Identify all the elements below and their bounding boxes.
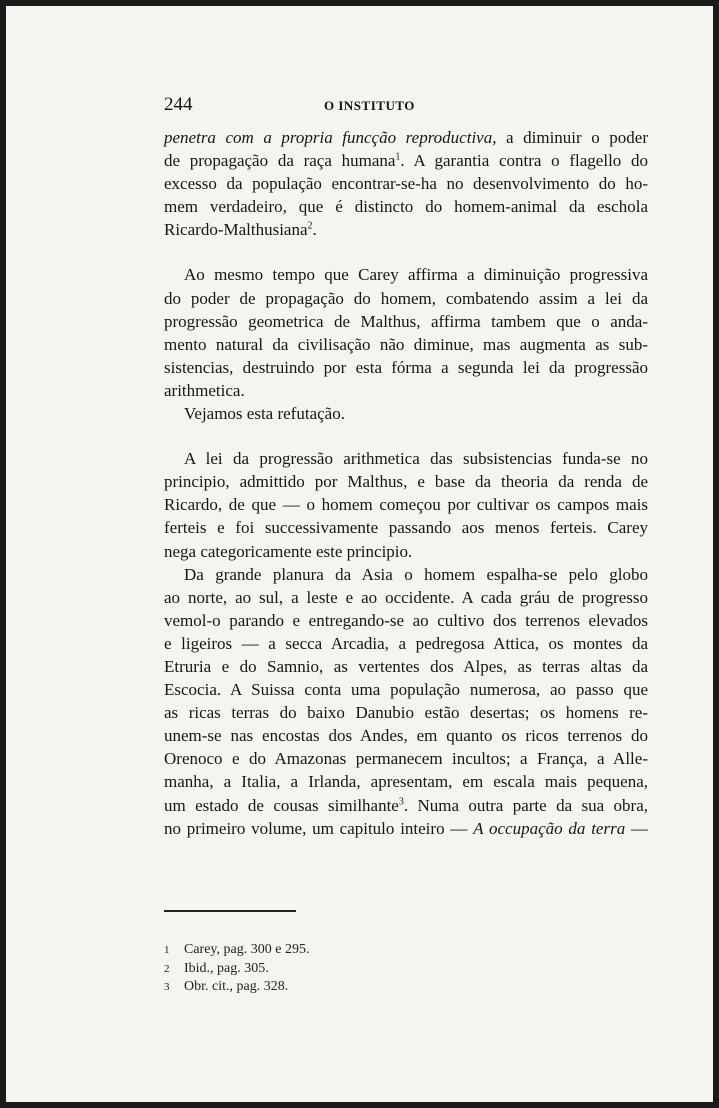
text-line: manha, a Italia, a Irlanda, apresentam, em escala mais pequena, [164, 772, 648, 792]
text-line: de propagação da raça humana$^1$. A garantia contra o flagello do [164, 151, 649, 171]
footnote-ref: 1 [395, 151, 401, 163]
footnote-ref: 3 [398, 795, 404, 807]
footnote-mark: 2 [164, 962, 170, 975]
text-line: progressão geometrica de Malthus, affirma tambem que o anda- [164, 311, 648, 331]
text-line: um estado de cousas similhante$^3$. Numa outra parte da sua obra, [164, 795, 648, 815]
footnote-divider [164, 910, 296, 912]
paragraph [164, 402, 648, 425]
text-line: ao norte, ao sul, a leste e ao occidente. A cada gráu de progresso [164, 587, 648, 607]
text-line: nega categoricamente este principio. [164, 541, 413, 561]
running-title: O INSTITUTO [324, 98, 415, 113]
text-line: arithmetica. [164, 380, 245, 400]
text-line: A lei da progressão arithmetica das subsistencias funda-se no [184, 449, 648, 469]
text-line: unem-se nas encostas dos Andes, em quanto os ricos terrenos do [164, 726, 648, 746]
footnote: 1 Carey, pag. 300 e 295. [164, 941, 464, 960]
footnote-ref: 2 [307, 220, 313, 232]
text-line: no primeiro volume, um capitulo inteiro — A occupação da terra — [164, 818, 649, 838]
text-line: Da grande planura da Asia o homem espalha-se pelo globo [184, 564, 648, 584]
page-number: 244 [164, 94, 193, 115]
text-line: vemol-o parando e entregando-se ao cultivo dos terrenos elevados [164, 610, 648, 630]
text-line: Ricardo-Malthusiana$^2$. [164, 220, 317, 240]
text-line: penetra com a propria funcção reproductiva, a diminuir o poder [164, 128, 648, 147]
text-line: Ricardo, de que — o homem começou por cultivar os campos mais [164, 495, 648, 515]
text-line: principio, admittido por Malthus, e base da theoria da renda de [164, 472, 648, 492]
text-line: mento natural da civilisação não diminue, mas augmenta as sub- [164, 334, 648, 354]
text-line: Vejamos esta refutação. [184, 404, 345, 424]
paragraph [164, 447, 648, 562]
book-page [6, 6, 713, 1102]
page-header [164, 94, 642, 118]
paragraph [164, 563, 648, 840]
footnote-mark: 1 [164, 944, 170, 956]
text-line: do poder de propagação do homem, combatendo assim a lei da [164, 288, 648, 308]
footnotes [164, 941, 464, 997]
text-line: Orenoco e do Amazonas permanecem incultos; a França, a Alle- [164, 749, 648, 769]
text-line: sistencias, destruindo por esta fórma a segunda lei da progressão [164, 357, 648, 377]
paragraph [164, 126, 648, 241]
footnote: 3 Obr. cit., pag. 328. [164, 978, 464, 997]
paragraph [164, 263, 648, 402]
text-line: excesso da população encontrar-se-ha no desenvolvimento do ho- [164, 174, 648, 194]
body-text [164, 126, 648, 840]
footnote: 2 Ibid., pag. 305. [164, 960, 464, 979]
text-line: Etruria e do Samnio, as vertentes dos Alpes, as terras altas da [164, 656, 648, 676]
text-line: as ricas terras do baixo Danubio estão desertas; os homens re- [164, 703, 648, 723]
text-line: Ao mesmo tempo que Carey affirma a diminuição progressiva [184, 265, 648, 285]
text-line: Escocia. A Suissa conta uma população numerosa, ao passo que [164, 680, 648, 700]
text-line: mem verdadeiro, que é distincto do homem-animal da eschola [164, 197, 648, 217]
text-line: e ligeiros — a secca Arcadia, a pedregosa Attica, os montes da [164, 633, 648, 653]
text-line: ferteis e foi successivamente passando aos menos ferteis. Carey [164, 518, 648, 538]
footnote-mark: 3 [164, 981, 170, 993]
